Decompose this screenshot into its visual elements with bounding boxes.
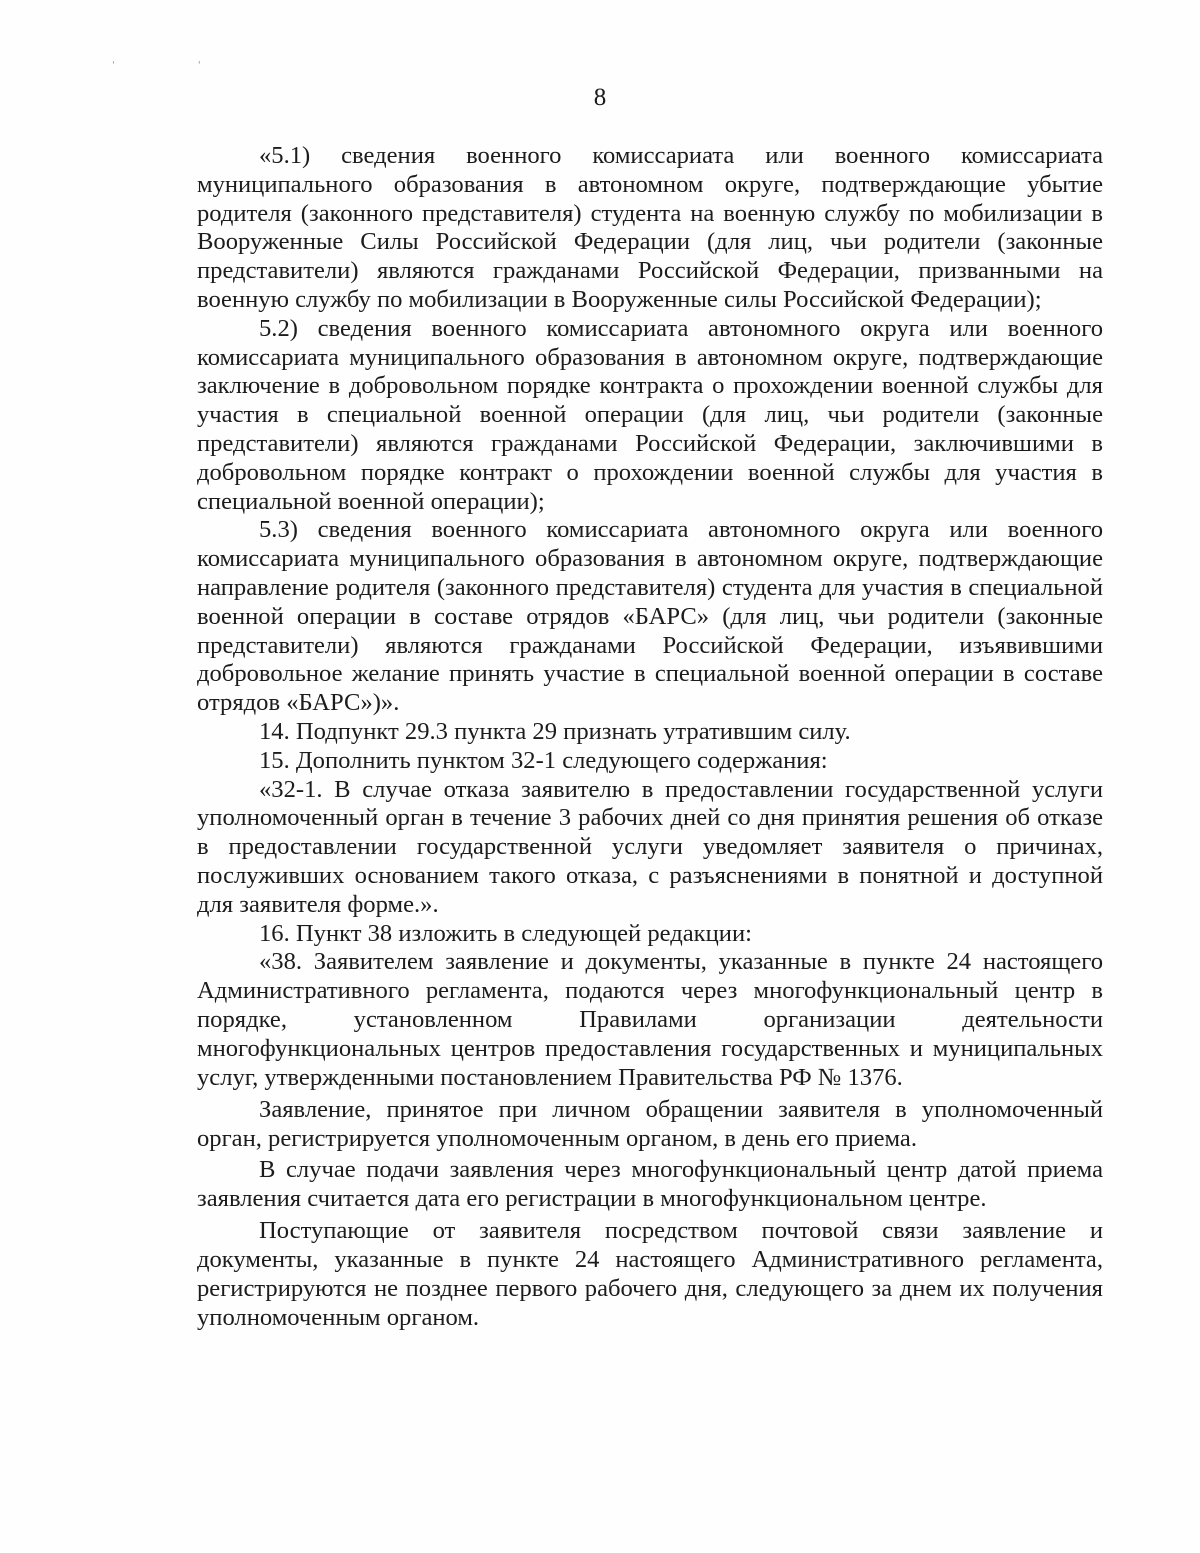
page-number: 8 [593,84,607,111]
paragraph-item-15: 15. Дополнить пунктом 32-1 следующего содержания: [259,746,828,774]
paragraph-5-1: «5.1) сведения военного комиссариата или военного комиссариата муниципального образования в автономном округе, подтверждающие убытие родителя (законного представителя) студента на военную службу по мобилизации в Вооруженные Силы Российской Федерации (для лиц, чьи родители (законные представители) являются гражданами Российской Федерации, призванными на военную службу по мобилизации в Вооруженные силы Российской Федерации); [197,142,1103,313]
paragraph-application-registration: Заявление, принятое при личном обращении заявителя в уполномоченный орган, регистрируется уполномоченным органом, в день его приема. [197,1096,1103,1153]
document-body [197,142,1103,1333]
paragraph-mfc-submission: В случае подачи заявления через многофункциональный центр датой приема заявления считается дата его регистрации в многофункциональном центре. [197,1155,1103,1212]
paragraph-item-14: 14. Подпункт 29.3 пункта 29 признать утратившим силу. [259,717,851,745]
paragraph-postal-submission: Поступающие от заявителя посредством почтовой связи заявление и документы, указанные в пункте 24 настоящего Административного регламента, регистрируются не позднее первого рабочего дня, следующего за днем их получения уполномоченным органом. [197,1217,1103,1331]
scan-artifact-marks: ' ' [112,60,241,71]
paragraph-38: «38. Заявителем заявление и документы, указанные в пункте 24 настоящего Административного регламента, подаются через многофункциональный центр в порядке, установленном Правилами организации деятельности многофункциональных центров предоставления государственных и муниципальных услуг, утвержденными постановлением Правительства РФ № 1376. [197,948,1103,1091]
paragraph-item-16: 16. Пункт 38 изложить в следующей редакции: [259,919,752,947]
paragraph-5-3: 5.3) сведения военного комиссариата автономного округа или военного комиссариата муниципального образования в автономном округе, подтверждающие направление родителя (законного представителя) студента для участия в специальной военной операции в составе отрядов «БАРС» (для лиц, чьи родители (законные представители) являются гражданами Российской Федерации, изъявившими добровольное желание принять участие в специальной военной операции в составе отрядов «БАРС»)». [197,516,1103,717]
paragraph-5-2: 5.2) сведения военного комиссариата автономного округа или военного комиссариата муниципального образования в автономном округе, подтверждающие заключение в добровольном порядке контракта о прохождении военной службы для участия в специальной военной операции (для лиц, чьи родители (законные представители) являются гражданами Российской Федерации, заключившими в добровольном порядке контракт о прохождении военной службы для участия в специальной военной операции); [197,314,1103,515]
paragraph-32-1: «32-1. В случае отказа заявителю в предоставлении государственной услуги уполномоченный орган в течение 3 рабочих дней со дня принятия решения об отказе в предоставлении государственной услуги уведомляет заявителя о причинах, послуживших основанием такого отказа, с разъяснениями в понятной и доступной для заявителя форме.». [197,775,1103,918]
